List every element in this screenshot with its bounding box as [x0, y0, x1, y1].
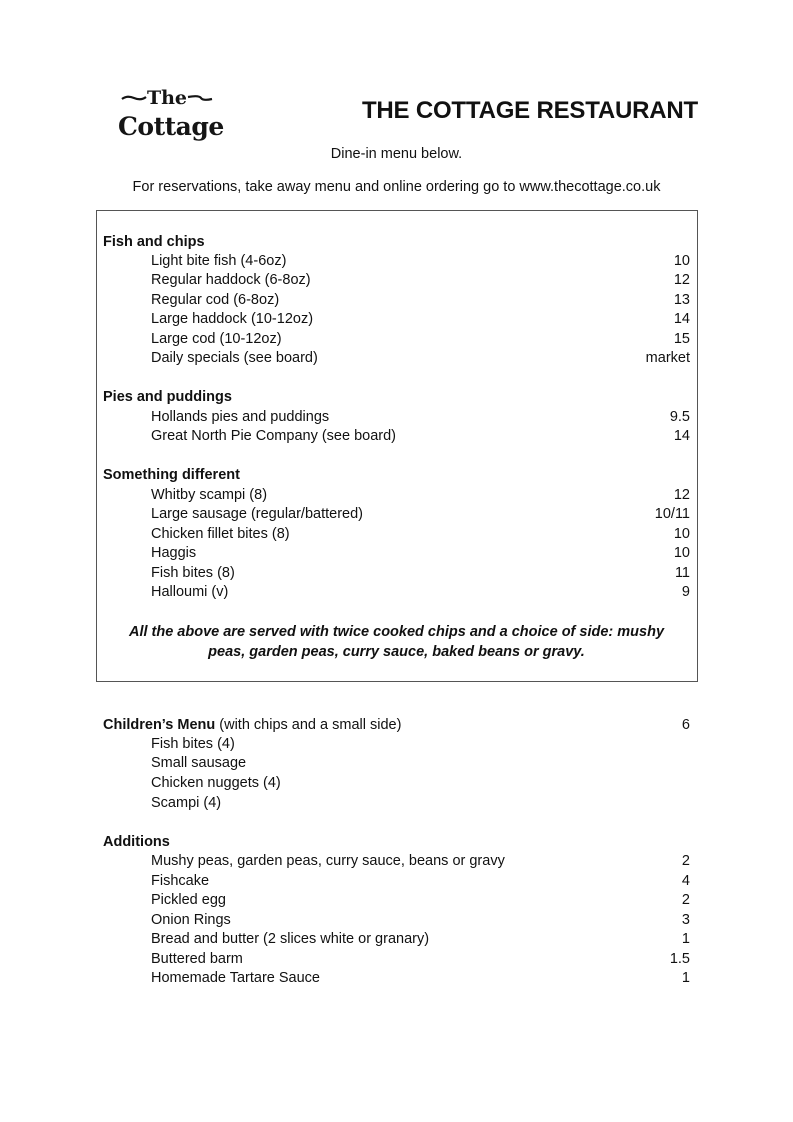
item-name: Light bite fish (4-6oz)	[151, 253, 287, 269]
item-price: 11	[674, 565, 690, 581]
menu-item	[103, 348, 690, 368]
item-name: Bread and butter (2 slices white or granary)	[151, 931, 430, 947]
menu-item	[103, 251, 690, 271]
swash-right-icon	[187, 95, 213, 99]
menu-item	[103, 504, 690, 524]
item-price: 15	[673, 331, 690, 347]
item-name: Large cod (10-12oz)	[151, 331, 282, 347]
item-name: Haggis	[151, 545, 197, 561]
menu-item	[103, 910, 690, 930]
logo-the: The	[146, 87, 188, 109]
section-heading-pies: Pies and puddings	[103, 389, 232, 405]
section-heading-different: Something different	[103, 467, 240, 483]
logo-cottage: Cottage	[118, 112, 224, 141]
menu-item	[103, 582, 690, 602]
item-price: 12	[673, 272, 690, 288]
menu-item	[103, 773, 690, 793]
menu-item	[103, 753, 690, 773]
item-name: Halloumi (v)	[151, 584, 229, 600]
item-price: 12	[673, 487, 690, 503]
item-price: 1	[681, 931, 690, 947]
item-name: Great North Pie Company (see board)	[151, 428, 396, 444]
reservations-note: For reservations, take away menu and online ordering go to www.thecottage.co.uk	[132, 179, 661, 195]
item-name: Onion Rings	[151, 912, 231, 928]
section-heading-additions: Additions	[103, 834, 170, 850]
item-price: 10/11	[654, 506, 690, 522]
dine-in-note: Dine-in menu below.	[330, 146, 463, 162]
item-name: Whitby scampi (8)	[151, 487, 268, 503]
item-name: Scampi (4)	[151, 795, 222, 811]
item-name: Mushy peas, garden peas, curry sauce, beans or gravy	[151, 853, 505, 869]
item-price: 4	[681, 873, 690, 889]
section-heading-fish: Fish and chips	[103, 234, 205, 250]
item-price: 14	[673, 428, 690, 444]
item-price: 10	[673, 253, 690, 269]
item-price: 9	[681, 584, 690, 600]
item-price: 2	[681, 892, 690, 908]
children-heading-label: Children’s Menu	[103, 717, 216, 733]
menu-item	[103, 270, 690, 290]
item-name: Regular haddock (6-8oz)	[151, 272, 311, 288]
item-price: 14	[673, 311, 690, 327]
menu-item	[103, 426, 690, 446]
item-price: 1	[681, 970, 690, 986]
sides-footnote	[103, 622, 690, 662]
footnote-line: All the above are served with twice cooked chips and a choice of side: mushy	[128, 624, 665, 640]
item-name: Daily specials (see board)	[151, 350, 318, 366]
menu-item	[103, 543, 690, 563]
section-heading-children	[103, 715, 401, 735]
item-name: Regular cod (6-8oz)	[151, 292, 280, 308]
menu-item	[103, 734, 690, 754]
item-name: Large haddock (10-12oz)	[151, 311, 314, 327]
menu-item	[103, 851, 690, 871]
restaurant-logo	[118, 86, 224, 146]
menu-item	[103, 563, 690, 583]
item-price: 1.5	[669, 951, 690, 967]
item-price: 3	[681, 912, 690, 928]
item-price: 9.5	[669, 409, 690, 425]
menu-item	[103, 890, 690, 910]
item-name: Hollands pies and puddings	[151, 409, 330, 425]
menu-item	[103, 871, 690, 891]
menu-item	[103, 524, 690, 544]
item-name: Large sausage (regular/battered)	[151, 506, 363, 522]
item-name: Small sausage	[151, 755, 247, 771]
item-price: 13	[673, 292, 690, 308]
children-heading-note: (with chips and a small side)	[215, 717, 402, 733]
menu-item	[103, 793, 690, 813]
item-name: Chicken fillet bites (8)	[151, 526, 290, 542]
item-price: market	[645, 350, 690, 366]
menu-item	[103, 290, 690, 310]
item-name: Buttered barm	[151, 951, 243, 967]
item-name: Homemade Tartare Sauce	[151, 970, 320, 986]
logo-top-line	[118, 88, 216, 108]
footnote-line: peas, garden peas, curry sauce, baked beans or gravy.	[208, 644, 585, 660]
item-price: 2	[681, 853, 690, 869]
children-price: 6	[681, 717, 690, 733]
swash-left-icon	[121, 95, 147, 99]
menu-item	[103, 329, 690, 349]
item-price: 10	[673, 526, 690, 542]
page-title: THE COTTAGE RESTAURANT	[361, 97, 698, 124]
item-price: 10	[673, 545, 690, 561]
item-name: Fish bites (4)	[151, 736, 235, 752]
menu-item	[103, 309, 690, 329]
item-name: Fish bites (8)	[151, 565, 235, 581]
menu-item	[103, 407, 690, 427]
item-name: Fishcake	[151, 873, 210, 889]
menu-item	[103, 929, 690, 949]
item-name: Pickled egg	[151, 892, 226, 908]
menu-item	[103, 949, 690, 969]
menu-item	[103, 968, 690, 988]
menu-item	[103, 485, 690, 505]
item-name: Chicken nuggets (4)	[151, 775, 281, 791]
